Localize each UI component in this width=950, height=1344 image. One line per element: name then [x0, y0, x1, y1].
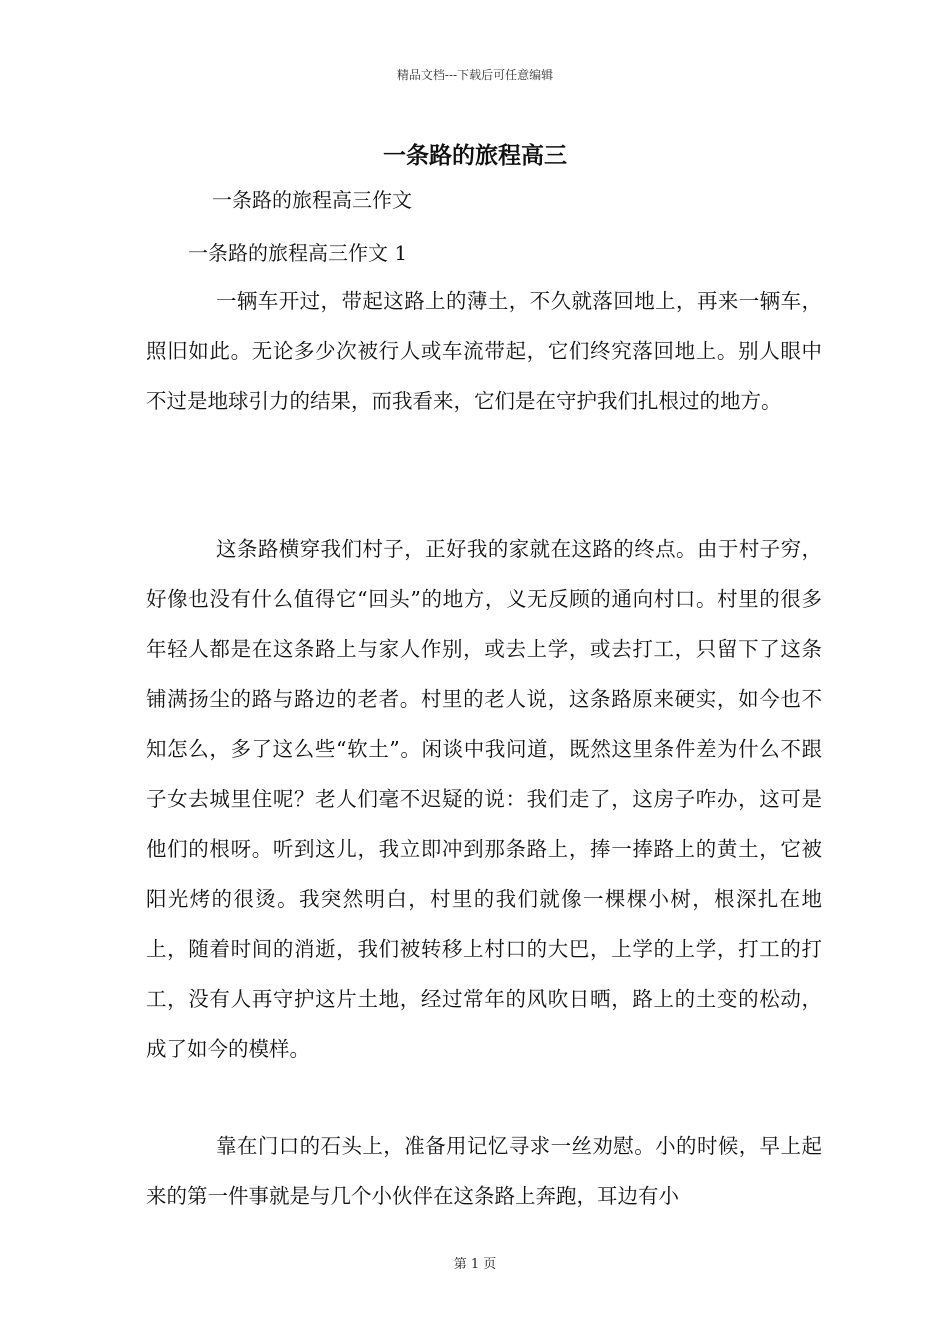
section-heading: 一条路的旅程高三作文 1 — [188, 241, 408, 265]
paragraph-1: 一辆车开过，带起这路上的薄土，不久就落回地上，再来一辆车，照旧如此。无论多少次被行人或车流带起，它们终究落回地上。别人眼中不过是地球引力的结果，而我看来，它们是在守护我们扎根过的地方。 — [146, 289, 822, 413]
paragraph-2: 这条路横穿我们村子，正好我的家就在这路的终点。由于村子穷，好像也没有什么值得它“回头”的地方，义无反顾的通向村口。村里的很多年轻人都是在这条路上与家人作别，或去上学，或去打工，只留下了这条铺满扬尘的路与路边的老者。村里的老人说，这条路原来硬实，如今也不知怎么，多了这么些“软土”。闲谈中我问道，既然这里条件差为什么不跟子女去城里住呢？老人们毫不迟疑的说：我们走了，这房子咋办，这可是他们的根呀。听到这儿，我立即冲到那条路上，捧一捧路上的黄土，它被阳光烤的很烫。我突然明白，村里的我们就像一棵棵小树，根深扎在地上，随着时间的消逝，我们被转移上村口的大巴，上学的上学，打工的打工，没有人再守护这片土地，经过常年的风吹日晒，路上的土变的松动，成了如今的模样。 — [146, 537, 822, 1061]
document-subtitle: 一条路的旅程高三作文 — [212, 188, 412, 212]
paragraph-3: 靠在门口的石头上，准备用记忆寻求一丝劝慰。小的时候，早上起来的第一件事就是与几个小伙伴在这条路上奔跑，耳边有小 — [146, 1134, 822, 1208]
document-title: 一条路的旅程高三 — [383, 142, 567, 169]
page-number: 第 1 页 — [453, 1257, 497, 1272]
page-header: 精品文档---下载后可任意编辑 — [396, 68, 554, 82]
